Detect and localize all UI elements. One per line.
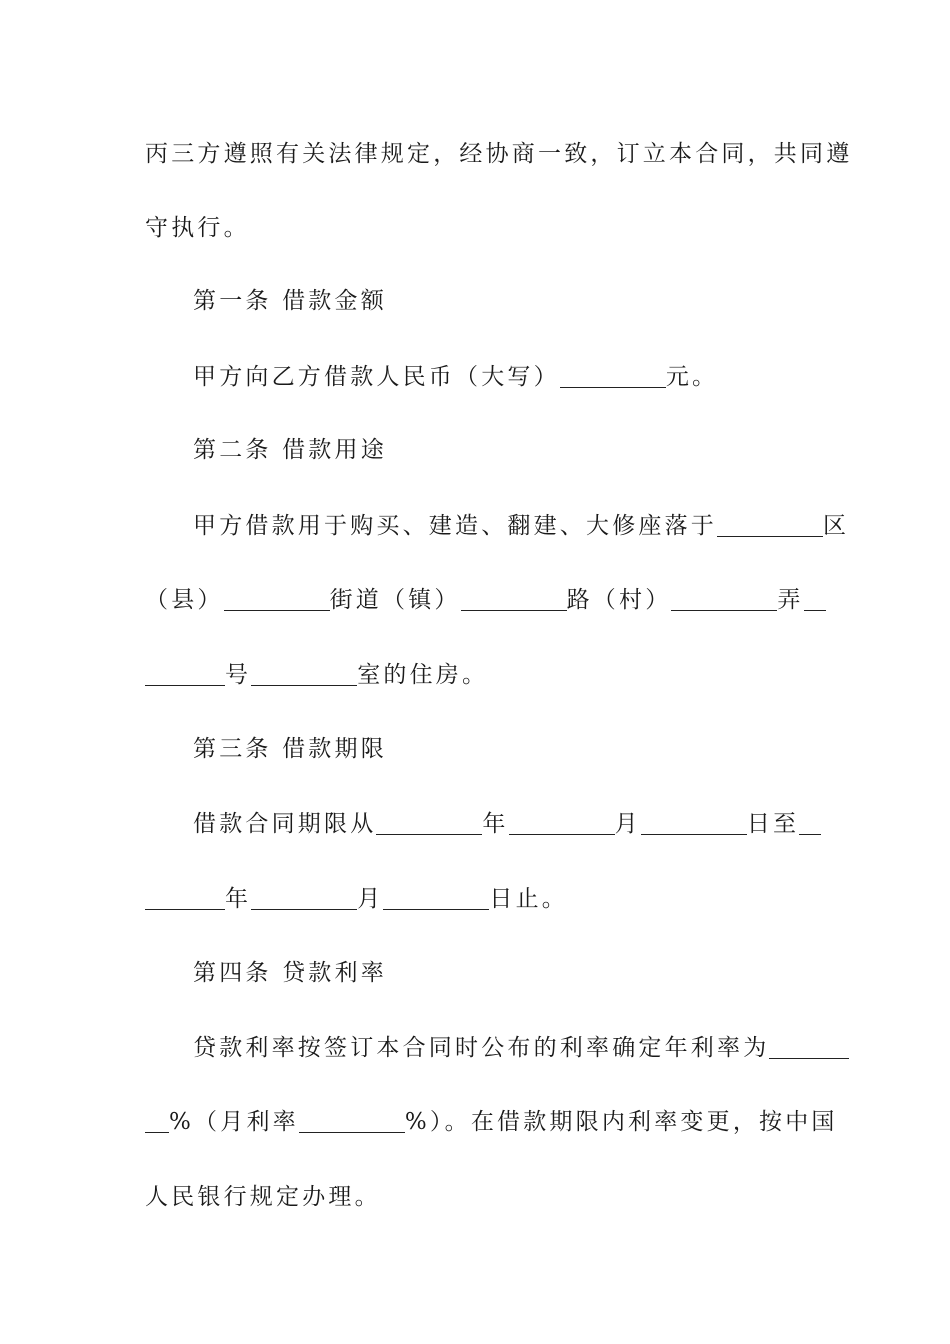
text: 号 — [225, 662, 252, 688]
text: 借款合同期限从 — [193, 811, 377, 837]
amount-blank — [560, 361, 666, 388]
text: 弄 — [777, 587, 804, 613]
annual-rate-blank-start — [769, 1032, 849, 1059]
text: （县） — [145, 587, 224, 613]
monthly-rate-blank — [299, 1106, 405, 1133]
article-1-body — [193, 357, 805, 397]
text: %）。在借款期限内利率变更，按中国 — [404, 1109, 838, 1135]
start-day-blank — [641, 808, 747, 835]
article-3-body-2 — [145, 879, 805, 919]
heading-text: 第四条 贷款利率 — [193, 960, 387, 986]
text: 贷款利率按签订本合同时公布的利率确定年利率为 — [193, 1035, 770, 1061]
end-year-blank-start — [799, 808, 821, 835]
text: 路（村） — [566, 587, 672, 613]
text: 元。 — [665, 364, 719, 390]
paragraph-line — [145, 208, 805, 248]
heading-text: 第三条 借款期限 — [193, 736, 387, 762]
article-4-body-3 — [145, 1177, 805, 1217]
room-blank — [251, 659, 357, 686]
start-month-blank — [509, 808, 615, 835]
article-2-title — [193, 430, 805, 470]
county-blank — [224, 584, 330, 611]
paragraph-line — [145, 134, 853, 174]
lane-blank-end — [145, 659, 225, 686]
end-day-blank — [383, 883, 489, 910]
text: 年 — [225, 886, 252, 912]
end-year-blank-end — [145, 883, 225, 910]
text: 日止。 — [489, 886, 569, 912]
lane-blank-start — [804, 584, 826, 611]
article-2-body-2 — [145, 580, 805, 620]
text: 甲方借款用于购买、建造、翻建、大修座落于 — [193, 513, 717, 539]
text: 甲方向乙方借款人民币（大写） — [193, 364, 560, 390]
road-blank — [671, 584, 777, 611]
article-3-title — [193, 729, 805, 769]
text: 丙三方遵照有关法律规定，经协商一致，订立本合同，共同遵 — [145, 141, 853, 167]
article-2-body-1 — [193, 506, 850, 546]
heading-text: 第二条 借款用途 — [193, 437, 387, 463]
text: 月 — [614, 811, 641, 837]
text: 区 — [823, 513, 850, 539]
article-2-body-3 — [145, 655, 805, 695]
start-year-blank — [376, 808, 482, 835]
text: 守执行。 — [145, 215, 250, 241]
district-blank — [717, 510, 823, 537]
article-4-body-1 — [193, 1028, 805, 1068]
end-month-blank — [251, 883, 357, 910]
article-3-body-1 — [193, 804, 805, 844]
article-1-title — [193, 281, 805, 321]
text: 人民银行规定办理。 — [145, 1184, 381, 1210]
annual-rate-blank-end — [145, 1106, 169, 1133]
article-4-body-2 — [145, 1102, 838, 1142]
text: 月 — [357, 886, 384, 912]
text: 日至 — [746, 811, 800, 837]
article-4-title — [193, 953, 805, 993]
text: 年 — [482, 811, 509, 837]
text: %（月利率 — [169, 1109, 299, 1135]
heading-text: 第一条 借款金额 — [193, 288, 387, 314]
street-blank — [461, 584, 567, 611]
text: 室的住房。 — [357, 662, 489, 688]
text: 街道（镇） — [329, 587, 461, 613]
